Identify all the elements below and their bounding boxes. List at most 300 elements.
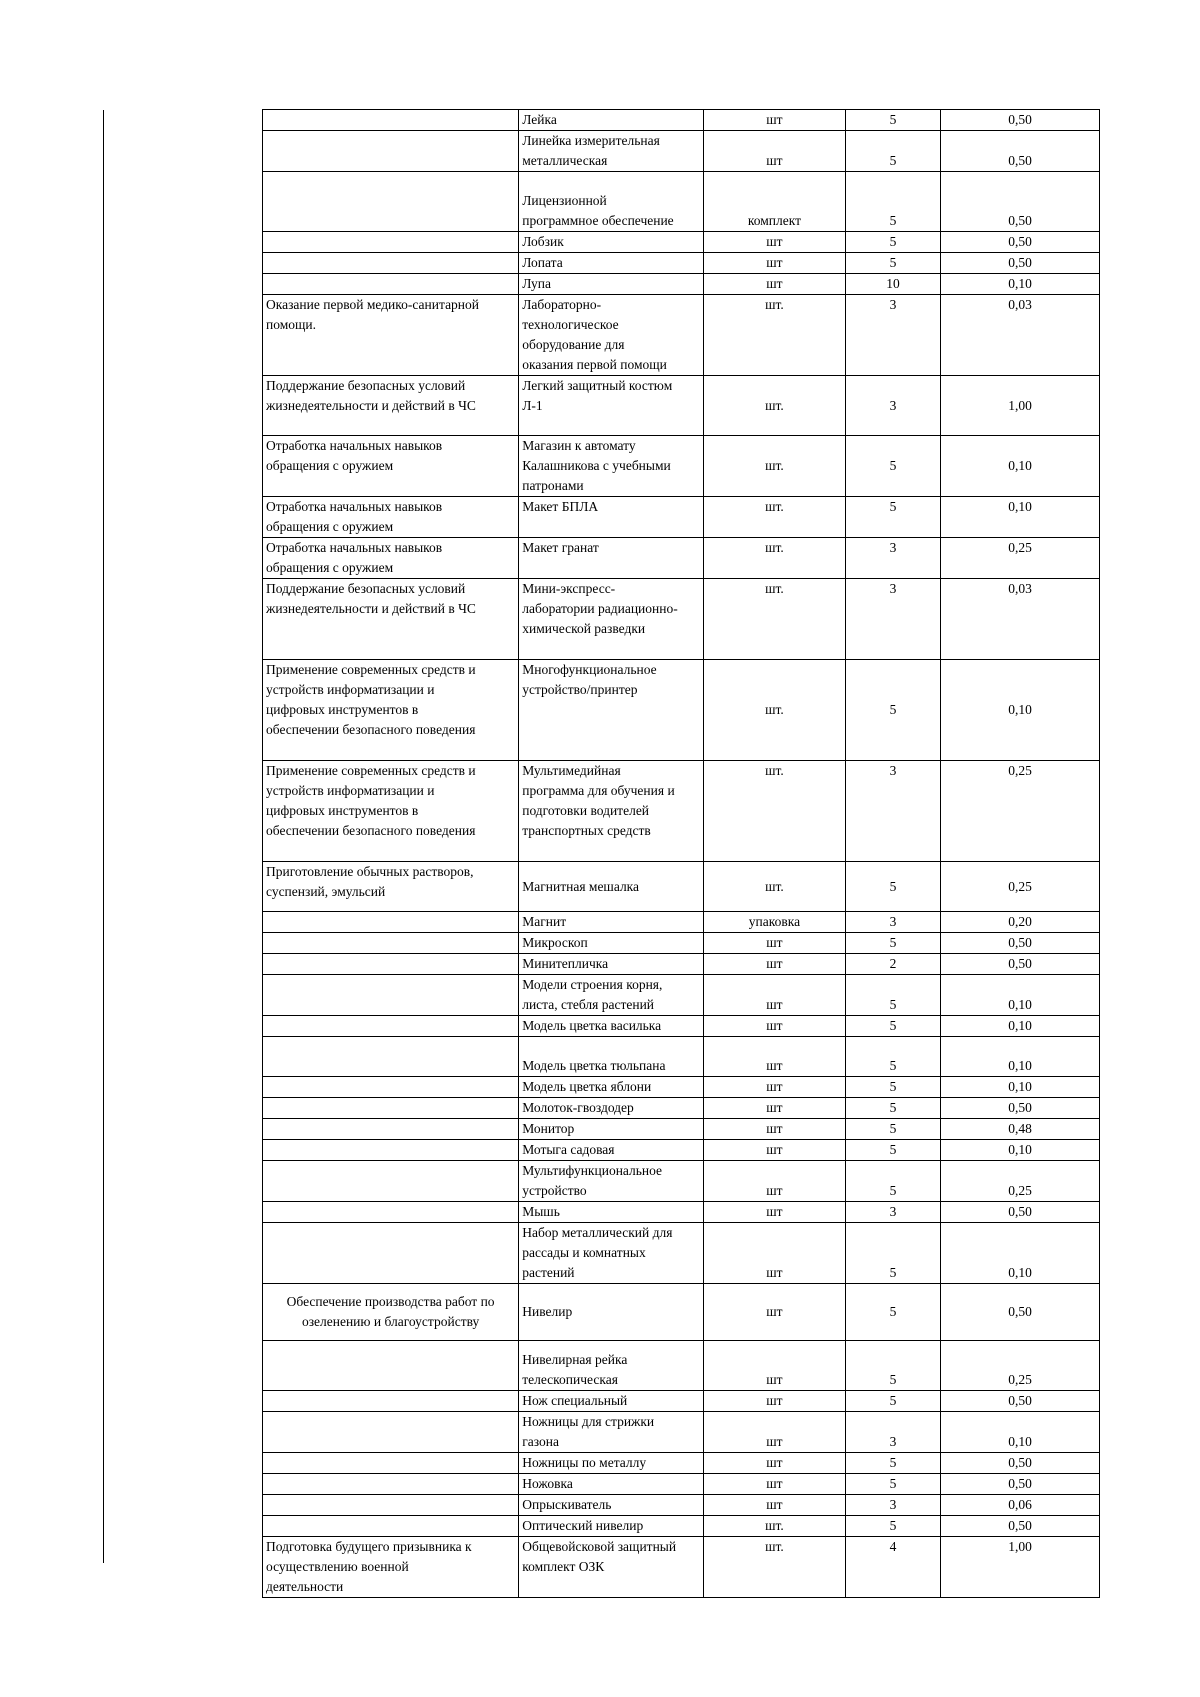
- value-cell: [941, 232, 1100, 253]
- unit-cell: [704, 1037, 846, 1077]
- unit-cell: [704, 172, 846, 232]
- quantity-cell: [845, 1119, 940, 1140]
- unit-cell-text: шт: [766, 255, 783, 270]
- activity-cell-text: Приготовление обычных растворов, суспензий, эмульсий: [266, 864, 474, 899]
- inventory-table: [262, 109, 1100, 1598]
- value-cell: [941, 933, 1100, 954]
- item-cell-text: Лейка: [522, 112, 557, 127]
- value-cell: [941, 862, 1100, 912]
- table-row: [263, 131, 1100, 172]
- quantity-cell: [845, 497, 940, 538]
- value-cell-text: 0,10: [1008, 499, 1032, 514]
- unit-cell-text: шт: [766, 997, 783, 1012]
- value-cell-text: 0,03: [1008, 581, 1032, 596]
- item-cell: [519, 172, 704, 232]
- value-cell: [941, 912, 1100, 933]
- value-cell: [941, 761, 1100, 862]
- item-cell-text: Ножницы по металлу: [522, 1455, 647, 1470]
- quantity-cell: [845, 110, 940, 131]
- value-cell: [941, 1098, 1100, 1119]
- activity-cell: [263, 1412, 519, 1453]
- item-cell-text: Ножницы для стрижки газона: [522, 1414, 655, 1449]
- activity-cell: [263, 1223, 519, 1284]
- item-cell-text: Набор металлический для рассады и комнатных растений: [522, 1225, 673, 1280]
- quantity-cell-text: 5: [889, 1393, 897, 1408]
- value-cell: [941, 131, 1100, 172]
- item-cell: [519, 1098, 704, 1119]
- quantity-cell: [845, 1077, 940, 1098]
- value-cell: [941, 1016, 1100, 1037]
- unit-cell-text: упаковка: [748, 914, 801, 929]
- item-cell-text: Нивелирная рейка телескопическая: [522, 1352, 628, 1387]
- quantity-cell: [845, 1495, 940, 1516]
- item-cell-text: Легкий защитный костюм Л-1: [522, 378, 673, 413]
- item-cell-text: Мультимедийная программа для обучения и подготовки водителей транспортных средств: [522, 763, 675, 838]
- value-cell: [941, 295, 1100, 376]
- item-cell-text: Молоток-гвоздодер: [522, 1100, 634, 1115]
- unit-cell: [704, 1016, 846, 1037]
- unit-cell: [704, 1453, 846, 1474]
- activity-cell: [263, 538, 519, 579]
- unit-cell-text: шт: [766, 1455, 783, 1470]
- activity-cell: [263, 1284, 519, 1341]
- value-cell: [941, 1161, 1100, 1202]
- activity-cell: [263, 660, 519, 761]
- item-cell-text: Лобзик: [522, 234, 564, 249]
- table-row: [263, 660, 1100, 761]
- item-cell: [519, 436, 704, 497]
- quantity-cell-text: 3: [889, 914, 897, 929]
- quantity-cell: [845, 1391, 940, 1412]
- unit-cell: [704, 274, 846, 295]
- quantity-cell-text: 3: [889, 540, 897, 555]
- value-cell-text: 1,00: [1008, 1539, 1032, 1554]
- unit-cell-text: шт: [766, 1497, 783, 1512]
- activity-cell: [263, 232, 519, 253]
- unit-cell: [704, 232, 846, 253]
- unit-cell-text: шт: [766, 1304, 783, 1319]
- activity-cell: [263, 1453, 519, 1474]
- item-cell-text: Многофункциональное устройство/принтер: [522, 662, 657, 697]
- unit-cell: [704, 975, 846, 1016]
- activity-cell: [263, 1016, 519, 1037]
- table-row: [263, 1140, 1100, 1161]
- activity-cell-text: Применение современных средств и устройств информатизации и цифровых инструментов в обеспечении безопасного поведения: [266, 662, 476, 737]
- item-cell-text: Опрыскиватель: [522, 1497, 612, 1512]
- table-row: [263, 1391, 1100, 1412]
- activity-cell: [263, 376, 519, 436]
- table-row: [263, 933, 1100, 954]
- activity-cell: [263, 1474, 519, 1495]
- activity-cell-text: Обеспечение производства работ по озеленению и благоустройству: [286, 1294, 495, 1329]
- item-cell-text: Лупа: [522, 276, 552, 291]
- unit-cell-text: шт: [766, 1142, 783, 1157]
- quantity-cell: [845, 660, 940, 761]
- unit-cell-text: шт.: [765, 878, 784, 894]
- unit-cell: [704, 1098, 846, 1119]
- item-cell-text: Нивелир: [522, 1304, 573, 1319]
- unit-cell: [704, 912, 846, 933]
- margin-line: [103, 110, 104, 1563]
- value-cell-text: 0,48: [1008, 1121, 1032, 1136]
- quantity-cell-text: 3: [889, 581, 897, 596]
- value-cell-text: 0,25: [1008, 1372, 1032, 1387]
- activity-cell: [263, 761, 519, 862]
- value-cell: [941, 253, 1100, 274]
- activity-cell: [263, 933, 519, 954]
- table-row: [263, 1453, 1100, 1474]
- unit-cell-text: шт.: [765, 297, 784, 312]
- quantity-cell: [845, 131, 940, 172]
- value-cell: [941, 1037, 1100, 1077]
- quantity-cell-text: 5: [889, 1058, 897, 1073]
- table-row: [263, 1223, 1100, 1284]
- activity-cell: [263, 1077, 519, 1098]
- unit-cell: [704, 110, 846, 131]
- quantity-cell: [845, 376, 940, 436]
- unit-cell: [704, 1341, 846, 1391]
- table-row: [263, 376, 1100, 436]
- item-cell-text: Ножовка: [522, 1476, 573, 1491]
- unit-cell: [704, 933, 846, 954]
- unit-cell: [704, 538, 846, 579]
- table-row: [263, 1077, 1100, 1098]
- activity-cell: [263, 954, 519, 975]
- value-cell: [941, 1391, 1100, 1412]
- quantity-cell-text: 3: [889, 397, 897, 413]
- value-cell: [941, 172, 1100, 232]
- unit-cell-text: шт: [766, 112, 783, 127]
- item-cell: [519, 376, 704, 436]
- value-cell: [941, 660, 1100, 761]
- item-cell: [519, 1161, 704, 1202]
- quantity-cell: [845, 933, 940, 954]
- value-cell-text: 0,50: [1008, 1304, 1032, 1319]
- value-cell-text: 1,00: [1008, 397, 1032, 413]
- item-cell-text: Мышь: [522, 1204, 560, 1219]
- quantity-cell: [845, 761, 940, 862]
- unit-cell: [704, 1202, 846, 1223]
- item-cell-text: Монитор: [522, 1121, 575, 1136]
- table-row: [263, 538, 1100, 579]
- value-cell: [941, 1516, 1100, 1537]
- item-cell: [519, 579, 704, 660]
- item-cell-text: Лопата: [522, 255, 563, 270]
- item-cell: [519, 912, 704, 933]
- table-row: [263, 761, 1100, 862]
- unit-cell-text: шт.: [765, 1518, 784, 1533]
- unit-cell: [704, 1119, 846, 1140]
- quantity-cell: [845, 1341, 940, 1391]
- quantity-cell: [845, 253, 940, 274]
- quantity-cell: [845, 1140, 940, 1161]
- item-cell: [519, 295, 704, 376]
- quantity-cell-text: 5: [889, 1079, 897, 1094]
- activity-cell: [263, 1537, 519, 1598]
- unit-cell: [704, 253, 846, 274]
- item-cell-text: Нож специальный: [522, 1393, 628, 1408]
- activity-cell: [263, 1037, 519, 1077]
- value-cell-text: 0,25: [1008, 1183, 1032, 1198]
- quantity-cell-text: 5: [889, 213, 897, 228]
- item-cell: [519, 933, 704, 954]
- item-cell: [519, 1077, 704, 1098]
- value-cell: [941, 579, 1100, 660]
- unit-cell-text: шт: [766, 1100, 783, 1115]
- table-row: [263, 253, 1100, 274]
- unit-cell: [704, 1537, 846, 1598]
- quantity-cell-text: 5: [889, 1265, 897, 1280]
- quantity-cell-text: 5: [889, 1304, 897, 1319]
- value-cell: [941, 1119, 1100, 1140]
- item-cell-text: Лабораторно- технологическое оборудование для оказания первой помощи: [522, 297, 667, 372]
- quantity-cell: [845, 912, 940, 933]
- activity-cell: [263, 253, 519, 274]
- unit-cell: [704, 1140, 846, 1161]
- item-cell-text: Общевойсковой защитный комплект ОЗК: [522, 1539, 677, 1574]
- item-cell: [519, 1202, 704, 1223]
- quantity-cell: [845, 232, 940, 253]
- quantity-cell: [845, 1474, 940, 1495]
- quantity-cell-text: 5: [889, 255, 897, 270]
- quantity-cell-text: 2: [889, 956, 897, 971]
- item-cell: [519, 862, 704, 912]
- activity-cell: [263, 295, 519, 376]
- activity-cell: [263, 1341, 519, 1391]
- table-row: [263, 110, 1100, 131]
- item-cell: [519, 954, 704, 975]
- unit-cell-text: шт: [766, 1079, 783, 1094]
- unit-cell-text: шт.: [765, 763, 784, 778]
- activity-cell: [263, 912, 519, 933]
- value-cell-text: 0,25: [1008, 540, 1032, 555]
- activity-cell: [263, 1098, 519, 1119]
- item-cell-text: Магнит: [522, 914, 567, 929]
- activity-cell: [263, 1202, 519, 1223]
- quantity-cell: [845, 954, 940, 975]
- table-row: [263, 1474, 1100, 1495]
- unit-cell-text: шт: [766, 956, 783, 971]
- item-cell: [519, 1016, 704, 1037]
- unit-cell-text: шт.: [765, 499, 784, 514]
- unit-cell: [704, 1495, 846, 1516]
- unit-cell: [704, 376, 846, 436]
- quantity-cell-text: 5: [889, 1121, 897, 1136]
- item-cell: [519, 1495, 704, 1516]
- table-row: [263, 862, 1100, 912]
- unit-cell-text: шт: [766, 1058, 783, 1073]
- quantity-cell: [845, 436, 940, 497]
- table-row: [263, 274, 1100, 295]
- value-cell-text: 0,50: [1008, 1100, 1032, 1115]
- quantity-cell-text: 5: [889, 997, 897, 1012]
- quantity-cell: [845, 579, 940, 660]
- unit-cell-text: шт.: [765, 1539, 784, 1554]
- table-row: [263, 1119, 1100, 1140]
- activity-cell-text: Подготовка будущего призывника к осуществлению военной деятельности: [266, 1539, 472, 1594]
- quantity-cell-text: 5: [889, 1018, 897, 1033]
- activity-cell: [263, 172, 519, 232]
- value-cell: [941, 1453, 1100, 1474]
- table-row: [263, 1516, 1100, 1537]
- value-cell-text: 0,50: [1008, 153, 1032, 168]
- item-cell: [519, 1412, 704, 1453]
- unit-cell: [704, 1412, 846, 1453]
- value-cell-text: 0,50: [1008, 112, 1032, 127]
- value-cell-text: 0,50: [1008, 255, 1032, 270]
- activity-cell-text: Отработка начальных навыков обращения с оружием: [266, 499, 443, 534]
- quantity-cell-text: 5: [889, 1183, 897, 1198]
- value-cell-text: 0,20: [1008, 914, 1032, 929]
- quantity-cell: [845, 975, 940, 1016]
- unit-cell: [704, 436, 846, 497]
- unit-cell: [704, 1223, 846, 1284]
- activity-cell: [263, 862, 519, 912]
- value-cell-text: 0,10: [1008, 1018, 1032, 1033]
- unit-cell: [704, 497, 846, 538]
- activity-cell: [263, 497, 519, 538]
- unit-cell-text: шт: [766, 1204, 783, 1219]
- quantity-cell-text: 3: [889, 1434, 897, 1449]
- unit-cell: [704, 1077, 846, 1098]
- quantity-cell-text: 5: [889, 458, 897, 473]
- value-cell: [941, 1474, 1100, 1495]
- unit-cell-text: шт: [766, 276, 783, 291]
- quantity-cell-text: 5: [889, 935, 897, 950]
- value-cell-text: 0,10: [1008, 1434, 1032, 1449]
- table-row: [263, 1161, 1100, 1202]
- quantity-cell-text: 5: [889, 499, 897, 514]
- item-cell: [519, 1140, 704, 1161]
- quantity-cell: [845, 1223, 940, 1284]
- quantity-cell: [845, 172, 940, 232]
- value-cell: [941, 1495, 1100, 1516]
- item-cell: [519, 660, 704, 761]
- item-cell: [519, 1474, 704, 1495]
- value-cell-text: 0,10: [1008, 276, 1032, 291]
- unit-cell-text: шт.: [765, 702, 784, 717]
- table-row: [263, 579, 1100, 660]
- value-cell-text: 0,50: [1008, 935, 1032, 950]
- unit-cell: [704, 295, 846, 376]
- unit-cell: [704, 954, 846, 975]
- table-row: [263, 1037, 1100, 1077]
- unit-cell-text: шт: [766, 153, 783, 168]
- table-row: [263, 1341, 1100, 1391]
- unit-cell-text: шт.: [765, 397, 784, 413]
- unit-cell: [704, 1516, 846, 1537]
- item-cell: [519, 1037, 704, 1077]
- unit-cell-text: шт.: [765, 581, 784, 596]
- item-cell-text: Магнитная мешалка: [522, 878, 640, 894]
- value-cell-text: 0,50: [1008, 234, 1032, 249]
- activity-cell-text: Применение современных средств и устройств информатизации и цифровых инструментов в обеспечении безопасного поведения: [266, 763, 476, 838]
- table-row: [263, 1202, 1100, 1223]
- item-cell-text: Лицензионной программное обеспечение: [522, 193, 674, 228]
- item-cell: [519, 253, 704, 274]
- table-row: [263, 1537, 1100, 1598]
- value-cell-text: 0,50: [1008, 956, 1032, 971]
- value-cell: [941, 1202, 1100, 1223]
- activity-cell-text: Оказание первой медико-санитарной помощи.: [266, 297, 480, 332]
- value-cell: [941, 376, 1100, 436]
- item-cell-text: Модели строения корня, листа, стебля растений: [522, 977, 663, 1012]
- value-cell-text: 0,10: [1008, 1079, 1032, 1094]
- quantity-cell: [845, 1516, 940, 1537]
- item-cell: [519, 1341, 704, 1391]
- value-cell-text: 0,03: [1008, 297, 1032, 312]
- unit-cell: [704, 660, 846, 761]
- item-cell: [519, 1516, 704, 1537]
- value-cell: [941, 975, 1100, 1016]
- table-row: [263, 295, 1100, 376]
- quantity-cell-text: 10: [886, 276, 900, 291]
- table-row: [263, 912, 1100, 933]
- value-cell-text: 0,10: [1008, 1058, 1032, 1073]
- item-cell-text: Минитепличка: [522, 956, 609, 971]
- value-cell: [941, 1412, 1100, 1453]
- quantity-cell: [845, 1284, 940, 1341]
- quantity-cell: [845, 295, 940, 376]
- quantity-cell-text: 5: [889, 153, 897, 168]
- quantity-cell: [845, 1016, 940, 1037]
- value-cell: [941, 497, 1100, 538]
- unit-cell-text: шт.: [765, 540, 784, 555]
- quantity-cell-text: 5: [889, 878, 897, 894]
- item-cell-text: Мультифункциональное устройство: [522, 1163, 663, 1198]
- activity-cell: [263, 1495, 519, 1516]
- value-cell-text: 0,50: [1008, 1518, 1032, 1533]
- quantity-cell-text: 5: [889, 234, 897, 249]
- quantity-cell: [845, 1098, 940, 1119]
- unit-cell: [704, 1391, 846, 1412]
- table-row: [263, 1098, 1100, 1119]
- activity-cell: [263, 1391, 519, 1412]
- unit-cell-text: комплект: [747, 213, 801, 228]
- value-cell-text: 0,50: [1008, 1455, 1032, 1470]
- value-cell: [941, 1537, 1100, 1598]
- quantity-cell-text: 5: [889, 112, 897, 127]
- item-cell: [519, 1391, 704, 1412]
- quantity-cell-text: 3: [889, 1204, 897, 1219]
- unit-cell: [704, 761, 846, 862]
- item-cell-text: Микроскоп: [522, 935, 588, 950]
- value-cell: [941, 1284, 1100, 1341]
- table-row: [263, 232, 1100, 253]
- quantity-cell: [845, 274, 940, 295]
- value-cell-text: 0,06: [1008, 1497, 1032, 1512]
- value-cell-text: 0,50: [1008, 1476, 1032, 1491]
- quantity-cell: [845, 1537, 940, 1598]
- quantity-cell-text: 5: [889, 1518, 897, 1533]
- quantity-cell-text: 4: [889, 1539, 897, 1554]
- table-row: [263, 1495, 1100, 1516]
- unit-cell-text: шт: [766, 1265, 783, 1280]
- item-cell: [519, 538, 704, 579]
- item-cell: [519, 497, 704, 538]
- unit-cell: [704, 1474, 846, 1495]
- unit-cell-text: шт: [766, 1393, 783, 1408]
- activity-cell: [263, 1161, 519, 1202]
- item-cell: [519, 761, 704, 862]
- quantity-cell-text: 5: [889, 1142, 897, 1157]
- unit-cell-text: шт: [766, 1434, 783, 1449]
- quantity-cell: [845, 1202, 940, 1223]
- quantity-cell-text: 5: [889, 1100, 897, 1115]
- quantity-cell: [845, 1161, 940, 1202]
- item-cell-text: Оптический нивелир: [522, 1518, 644, 1533]
- quantity-cell-text: 5: [889, 1476, 897, 1491]
